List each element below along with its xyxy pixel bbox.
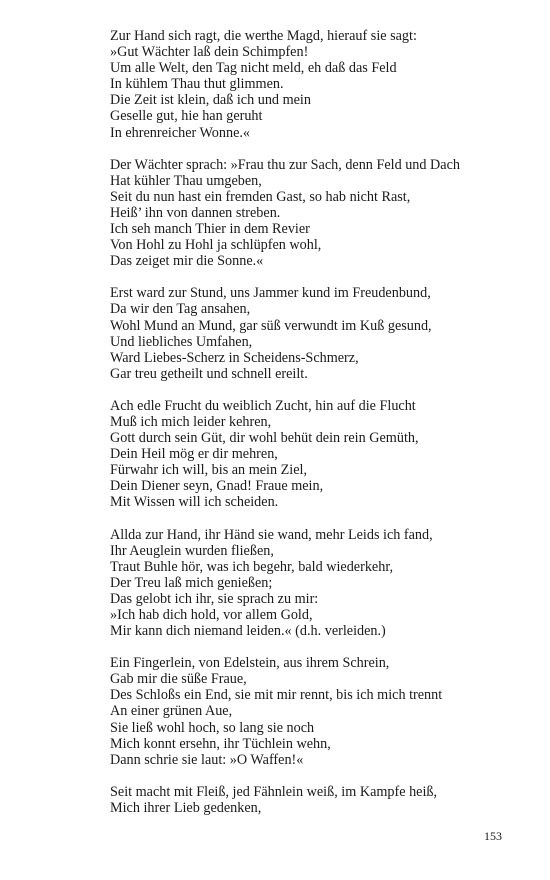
verse-line: Erst ward zur Stund, uns Jammer kund im Freudenbund, bbox=[110, 285, 431, 302]
verse-line: Mich ihrer Lieb gedenken, bbox=[110, 799, 262, 816]
verse-line: Ach edle Frucht du weiblich Zucht, hin auf die Flucht bbox=[110, 397, 416, 414]
verse-line: Und liebliches Umfahen, bbox=[110, 333, 253, 350]
verse-line: Fürwahr ich will, bis an mein Ziel, bbox=[110, 462, 308, 479]
verse-line: Ihr Aeuglein wurden fließen, bbox=[110, 542, 274, 559]
verse-line: Hat kühler Thau umgeben, bbox=[110, 172, 262, 189]
stanza bbox=[110, 28, 510, 141]
verse-line: Das zeiget mir die Sonne.« bbox=[110, 253, 264, 270]
stanza bbox=[110, 398, 510, 511]
verse-line: Seit du nun hast ein fremden Gast, so hab nicht Rast, bbox=[110, 188, 411, 205]
verse-line: Mich konnt ersehn, ihr Tüchlein wehn, bbox=[110, 735, 331, 752]
verse-line: Traut Buhle hör, was ich begehr, bald wiederkehr, bbox=[110, 558, 394, 575]
verse-line: Ward Liebes-Scherz in Scheidens-Schmerz, bbox=[110, 349, 359, 366]
verse-line: Dein Heil mög er dir mehren, bbox=[110, 446, 278, 463]
poem-text bbox=[110, 28, 510, 832]
verse-line: Dann schrie sie laut: »O Waffen!« bbox=[110, 751, 304, 768]
verse-line: Ich seh manch Thier in dem Revier bbox=[110, 221, 310, 238]
page-number: 153 bbox=[484, 829, 502, 843]
stanza bbox=[110, 655, 510, 768]
stanza bbox=[110, 527, 510, 640]
verse-line: »Ich hab dich hold, vor allem Gold, bbox=[110, 607, 313, 623]
verse-line: Ein Fingerlein, von Edelstein, aus ihrem Schrein, bbox=[110, 655, 390, 672]
verse-line: Gott durch sein Güt, dir wohl behüt dein rein Gemüth, bbox=[110, 430, 419, 447]
verse-line: Da wir den Tag ansahen, bbox=[110, 301, 251, 318]
verse-line: In kühlem Thau thut glimmen. bbox=[110, 76, 284, 93]
stanza bbox=[110, 285, 510, 382]
verse-line: Seit macht mit Fleiß, jed Fähnlein weiß, im Kampfe heiß, bbox=[110, 783, 438, 800]
verse-line: In ehrenreicher Wonne.« bbox=[110, 124, 251, 141]
verse-line: Die Zeit ist klein, daß ich und mein bbox=[110, 92, 311, 109]
verse-line: Der Treu laß mich genießen; bbox=[110, 574, 273, 591]
verse-line: »Gut Wächter laß dein Schimpfen! bbox=[110, 44, 309, 61]
verse-line: Um alle Welt, den Tag nicht meld, eh daß das Feld bbox=[110, 60, 397, 77]
verse-line: Mir kann dich niemand leiden.« (d.h. verleiden.) bbox=[110, 623, 386, 640]
verse-line: Geselle gut, hie han geruht bbox=[110, 108, 263, 125]
verse-line: Des Schloßs ein End, sie mit mir rennt, bis ich mich trennt bbox=[110, 687, 443, 704]
verse-line: Wohl Mund an Mund, gar süß verwundt im Kuß gesund, bbox=[110, 317, 432, 334]
verse-line: Der Wächter sprach: »Frau thu zur Sach, denn Feld und Dach bbox=[110, 156, 460, 173]
verse-line: Dein Diener seyn, Gnad! Fraue mein, bbox=[110, 478, 324, 495]
verse-line: Sie ließ wohl hoch, so lang sie noch bbox=[110, 719, 315, 736]
verse-line: Gab mir die süße Fraue, bbox=[110, 671, 247, 688]
stanza bbox=[110, 784, 510, 816]
verse-line: Mit Wissen will ich scheiden. bbox=[110, 494, 279, 511]
verse-line: Das gelobt ich ihr, sie sprach zu mir: bbox=[110, 590, 319, 607]
verse-line: Heiß’ ihn von dannen streben. bbox=[110, 204, 281, 221]
verse-line: An einer grünen Aue, bbox=[110, 703, 233, 720]
verse-line: Gar treu getheilt und schnell ereilt. bbox=[110, 365, 308, 382]
verse-line: Allda zur Hand, ihr Händ sie wand, mehr Leids ich fand, bbox=[110, 526, 433, 543]
verse-line: Von Hohl zu Hohl ja schlüpfen wohl, bbox=[110, 237, 322, 254]
stanza bbox=[110, 157, 510, 270]
verse-line: Muß ich mich leider kehren, bbox=[110, 413, 272, 430]
verse-line: Zur Hand sich ragt, die werthe Magd, hierauf sie sagt: bbox=[110, 28, 417, 44]
